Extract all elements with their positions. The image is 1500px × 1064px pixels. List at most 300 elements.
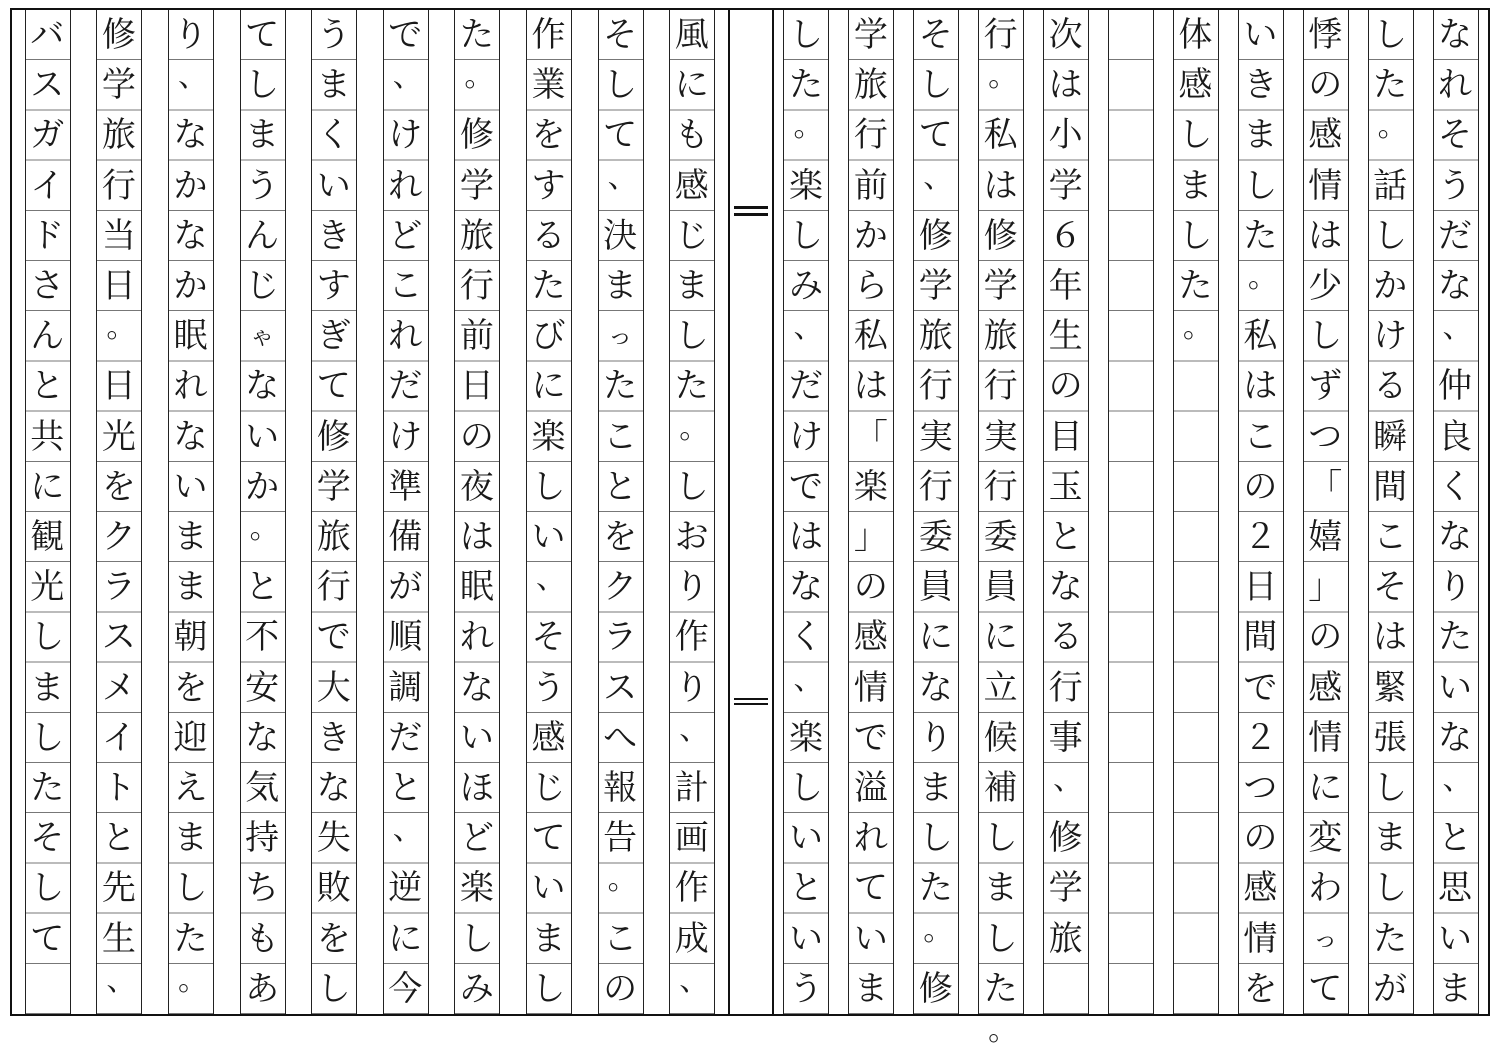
manuscript-cell: ま xyxy=(1243,115,1278,156)
manuscript-cell: き xyxy=(1243,65,1278,106)
manuscript-cell: 行 xyxy=(316,567,351,608)
manuscript-cell: 事 xyxy=(1048,717,1083,758)
manuscript-cell: 玉 xyxy=(1048,466,1083,507)
manuscript-cell: じ xyxy=(531,768,566,809)
manuscript-cell: 悸 xyxy=(1308,15,1343,56)
manuscript-cell: 。 xyxy=(607,862,638,898)
manuscript-cell: し xyxy=(983,818,1018,859)
manuscript-column xyxy=(978,10,1024,1048)
manuscript-cell: 目 xyxy=(1048,416,1083,457)
manuscript-cell: し xyxy=(788,15,823,56)
manuscript-cell: ま xyxy=(853,968,888,1009)
manuscript-cell: で xyxy=(388,15,423,56)
manuscript-cell: わ xyxy=(1308,868,1343,909)
manuscript-cell: は xyxy=(1308,215,1343,256)
manuscript-cell: り xyxy=(1438,567,1473,608)
manuscript-cell: と xyxy=(788,868,823,909)
manuscript-cell: じ xyxy=(245,266,280,307)
manuscript-cell: と xyxy=(101,818,136,859)
manuscript-cell: 。 xyxy=(1247,260,1278,295)
manuscript-cell: さ xyxy=(30,266,65,307)
manuscript-cell: た xyxy=(1373,65,1408,106)
manuscript-cell: て xyxy=(316,366,351,407)
manuscript-cell: か xyxy=(173,165,208,206)
manuscript-cell: 感 xyxy=(853,617,888,658)
manuscript-cell: を xyxy=(173,667,208,708)
manuscript-cell: た xyxy=(788,65,823,106)
manuscript-cell: び xyxy=(531,316,566,357)
manuscript-cell: こ xyxy=(603,416,638,457)
manuscript-cell: い xyxy=(316,165,351,206)
manuscript-cell: し xyxy=(30,868,65,909)
manuscript-cell: ど xyxy=(459,818,494,859)
manuscript-cell: 旅 xyxy=(316,517,351,558)
manuscript-cell: 、 xyxy=(793,310,824,346)
manuscript-cell: 安 xyxy=(245,667,280,708)
manuscript-cell: て xyxy=(918,115,953,156)
manuscript-cell: 、 xyxy=(392,812,423,848)
manuscript-cell: し xyxy=(173,868,208,909)
manuscript-cell: 順 xyxy=(388,617,423,658)
manuscript-cell: は xyxy=(1243,366,1278,407)
manuscript-cell: 情 xyxy=(1243,918,1278,959)
manuscript-column xyxy=(1303,10,1349,1014)
manuscript-cell: か xyxy=(173,266,208,307)
manuscript-cell: 日 xyxy=(101,366,136,407)
manuscript-cell: と xyxy=(1048,517,1083,558)
manuscript-cell: 。 xyxy=(988,59,1019,95)
manuscript-cell: 年 xyxy=(1048,266,1083,307)
manuscript-cell: 。 xyxy=(464,59,495,95)
manuscript-cell: 良 xyxy=(1438,416,1473,457)
manuscript-cell: 次 xyxy=(1048,15,1083,56)
manuscript-cell: な xyxy=(788,567,823,608)
manuscript-cell: 、 xyxy=(923,159,954,195)
manuscript-cell: た xyxy=(531,266,566,307)
manuscript-column xyxy=(25,10,71,1014)
manuscript-cell: し xyxy=(788,768,823,809)
manuscript-cell: っ xyxy=(608,322,633,351)
manuscript-cell: る xyxy=(1048,617,1083,658)
manuscript-cell: 学 xyxy=(918,266,953,307)
manuscript-cell: 、 xyxy=(793,661,824,697)
manuscript-cell: ま xyxy=(603,266,638,307)
manuscript-cell: 、 xyxy=(178,59,208,95)
manuscript-cell: 当 xyxy=(101,215,136,256)
manuscript-cell: 張 xyxy=(1373,717,1408,758)
manuscript-cell: ち xyxy=(245,868,280,909)
manuscript-cell: た xyxy=(1243,215,1278,256)
manuscript-cell: 」 xyxy=(853,517,888,558)
manuscript-cell: 光 xyxy=(30,567,65,608)
manuscript-cell: と xyxy=(603,466,638,507)
manuscript-cell: 計 xyxy=(674,768,709,809)
manuscript-cell: し xyxy=(245,65,280,106)
manuscript-column xyxy=(848,10,894,1014)
manuscript-cell: ほ xyxy=(459,768,494,809)
manuscript-cell: 。 xyxy=(178,962,208,998)
manuscript-cell: っ xyxy=(1313,924,1338,953)
manuscript-cell: 候 xyxy=(983,717,1018,758)
manuscript-cell: し xyxy=(1178,215,1213,256)
manuscript-cell: の xyxy=(1308,617,1343,658)
manuscript-cell: 旅 xyxy=(101,115,136,156)
manuscript-cell: メ xyxy=(101,667,136,708)
manuscript-cell: の xyxy=(1243,818,1278,859)
manuscript-cell: の xyxy=(853,567,888,608)
manuscript-cell: の xyxy=(459,416,494,457)
manuscript-cell: れ xyxy=(459,617,494,658)
manuscript-cell: 行 xyxy=(983,466,1018,507)
manuscript-cell: だ xyxy=(388,366,423,407)
manuscript-cell: ま xyxy=(1178,165,1213,206)
manuscript-cell: 私 xyxy=(1243,316,1278,357)
manuscript-cell: 「 xyxy=(853,416,888,457)
manuscript-cell: し xyxy=(918,65,953,106)
manuscript-cell: こ xyxy=(388,266,423,307)
manuscript-cell: し xyxy=(531,968,566,1009)
manuscript-cell: ま xyxy=(30,667,65,708)
manuscript-column xyxy=(383,10,429,1014)
manuscript-cell: い xyxy=(459,717,494,758)
manuscript-column xyxy=(311,10,357,1014)
manuscript-cell: ま xyxy=(1438,968,1473,1009)
manuscript-cell: 持 xyxy=(245,818,280,859)
manuscript-cell: つ xyxy=(1243,768,1278,809)
manuscript-cell: 。 xyxy=(923,912,954,948)
manuscript-cell: な xyxy=(245,366,280,407)
manuscript-column xyxy=(1043,10,1089,1014)
manuscript-column xyxy=(454,10,500,1014)
manuscript-cell: て xyxy=(853,868,888,909)
manuscript-column xyxy=(913,10,959,1014)
manuscript-cell: 情 xyxy=(1308,165,1343,206)
manuscript-cell: 修 xyxy=(1048,818,1083,859)
manuscript-cell: て xyxy=(245,15,280,56)
manuscript-cell: う xyxy=(316,15,351,56)
manuscript-cell: 画 xyxy=(674,818,709,859)
manuscript-cell: 。 xyxy=(988,1013,1019,1048)
right-manuscript-page xyxy=(772,8,1490,1048)
manuscript-cell: し xyxy=(788,215,823,256)
manuscript-cell: で xyxy=(1243,667,1278,708)
manuscript-cell: ト xyxy=(101,768,136,809)
manuscript-cell: そ xyxy=(603,15,638,56)
manuscript-cell: 楽 xyxy=(788,717,823,758)
manuscript-cell: 今 xyxy=(388,968,423,1009)
manuscript-cell: 」 xyxy=(1308,567,1343,608)
manuscript-cell: こ xyxy=(1243,416,1278,457)
manuscript-cell: 作 xyxy=(531,15,566,56)
manuscript-cell: 「 xyxy=(1308,466,1343,507)
manuscript-cell: は xyxy=(983,165,1018,206)
manuscript-cell: を xyxy=(531,115,566,156)
manuscript-cell: 夜 xyxy=(459,466,494,507)
manuscript-column xyxy=(526,10,572,1014)
manuscript-cell: 業 xyxy=(531,65,566,106)
manuscript-cell: 感 xyxy=(674,165,709,206)
manuscript-cell: し xyxy=(1308,316,1343,357)
manuscript-cell: こ xyxy=(603,918,638,959)
manuscript-cell: ん xyxy=(30,316,65,357)
manuscript-cell: た xyxy=(459,15,494,56)
manuscript-cell: 、 xyxy=(679,962,710,998)
manuscript-cell: い xyxy=(788,918,823,959)
manuscript-cell: も xyxy=(674,115,709,156)
manuscript-cell: は xyxy=(1048,65,1083,106)
manuscript-cell: て xyxy=(30,918,65,959)
manuscript-cell: バ xyxy=(30,15,65,56)
manuscript-cell: 。 xyxy=(1182,310,1213,346)
manuscript-cell: 員 xyxy=(918,567,953,608)
manuscript-cell: ６ xyxy=(1048,215,1083,256)
manuscript-cell: 観 xyxy=(30,517,65,558)
manuscript-cell: 体 xyxy=(1178,15,1213,56)
manuscript-cell: か xyxy=(853,215,888,256)
manuscript-cell: 眠 xyxy=(459,567,494,608)
manuscript-cell: し xyxy=(316,968,351,1009)
manuscript-cell: ２ xyxy=(1243,517,1278,558)
manuscript-cell: 学 xyxy=(1048,165,1083,206)
manuscript-cell: 実 xyxy=(983,416,1018,457)
manuscript-cell: 。 xyxy=(793,109,824,145)
manuscript-cell: 敗 xyxy=(316,868,351,909)
manuscript-cell: 修 xyxy=(316,416,351,457)
manuscript-cell: 変 xyxy=(1308,818,1343,859)
manuscript-cell: な xyxy=(1438,266,1473,307)
manuscript-cell: 風 xyxy=(674,15,709,56)
manuscript-cell: ま xyxy=(316,65,351,106)
manuscript-cell: ク xyxy=(101,517,136,558)
manuscript-cell: が xyxy=(388,567,423,608)
manuscript-cell: 感 xyxy=(1243,868,1278,909)
manuscript-cell: 、 xyxy=(1053,762,1084,797)
manuscript-column xyxy=(1238,10,1284,1014)
manuscript-cell: る xyxy=(531,215,566,256)
manuscript-cell: の xyxy=(1243,466,1278,507)
manuscript-cell: な xyxy=(918,667,953,708)
manuscript-cell: 楽 xyxy=(853,466,888,507)
manuscript-cell: な xyxy=(245,717,280,758)
manuscript-cell: け xyxy=(1373,316,1408,357)
manuscript-cell: 行 xyxy=(101,165,136,206)
manuscript-cell: あ xyxy=(245,968,280,1009)
manuscript-cell: を xyxy=(316,918,351,959)
manuscript-cell: 委 xyxy=(918,517,953,558)
manuscript-cell: 私 xyxy=(983,115,1018,156)
manuscript-cell: 生 xyxy=(1048,316,1083,357)
manuscript-cell: ま xyxy=(531,918,566,959)
manuscript-cell: て xyxy=(1308,968,1343,1009)
manuscript-column xyxy=(783,10,829,1014)
manuscript-cell: 作 xyxy=(674,617,709,658)
manuscript-cell: き xyxy=(316,717,351,758)
manuscript-cell: 朝 xyxy=(173,617,208,658)
manuscript-cell: ぎ xyxy=(316,316,351,357)
manuscript-cell: 感 xyxy=(1308,667,1343,708)
manuscript-cell: 修 xyxy=(918,215,953,256)
manuscript-cell: の xyxy=(1048,366,1083,407)
manuscript-cell: 決 xyxy=(603,215,638,256)
manuscript-cell: く xyxy=(1438,466,1473,507)
manuscript-cell: 、 xyxy=(106,962,137,998)
manuscript-cell: し xyxy=(603,65,638,106)
manuscript-cell: ま xyxy=(674,266,709,307)
manuscript-cell: 楽 xyxy=(531,416,566,457)
manuscript-cell: こ xyxy=(1373,517,1408,558)
manuscript-cell: 旅 xyxy=(983,316,1018,357)
manuscript-cell: い xyxy=(531,517,566,558)
manuscript-cell: 日 xyxy=(459,366,494,407)
manuscript-cell: 大 xyxy=(316,667,351,708)
manuscript-cell: れ xyxy=(388,165,423,206)
manuscript-cell: 生 xyxy=(101,918,136,959)
manuscript-cell: 。 xyxy=(1377,109,1408,145)
manuscript-cell: な xyxy=(173,115,208,156)
manuscript-cell: 報 xyxy=(603,768,638,809)
manuscript-cell: す xyxy=(531,165,566,206)
manuscript-cell: ま xyxy=(173,818,208,859)
manuscript-cell: 仲 xyxy=(1438,366,1473,407)
manuscript-cell: ま xyxy=(983,868,1018,909)
manuscript-cell: 光 xyxy=(101,416,136,457)
manuscript-cell: 修 xyxy=(983,215,1018,256)
manuscript-cell: 感 xyxy=(1178,65,1213,106)
manuscript-cell: い xyxy=(853,918,888,959)
manuscript-cell: れ xyxy=(388,316,423,357)
manuscript-cell: に xyxy=(1308,768,1343,809)
manuscript-cell: の xyxy=(1308,65,1343,106)
manuscript-cell: 行 xyxy=(983,366,1018,407)
manuscript-cell: く xyxy=(316,115,351,156)
manuscript-column xyxy=(669,10,715,1014)
manuscript-cell: 、 xyxy=(607,159,638,195)
manuscript-cell: ラ xyxy=(101,567,136,608)
manuscript-cell: て xyxy=(531,818,566,859)
manuscript-cell: 旅 xyxy=(918,316,953,357)
manuscript-cell: し xyxy=(1373,768,1408,809)
manuscript-cell: い xyxy=(1438,918,1473,959)
manuscript-cell: 、 xyxy=(536,561,566,597)
manuscript-cell: た xyxy=(1373,918,1408,959)
manuscript-cell: お xyxy=(674,517,709,558)
spine-top-mark xyxy=(734,206,768,220)
manuscript-cell: て xyxy=(603,115,638,156)
manuscript-cell: そ xyxy=(531,617,566,658)
manuscript-cell: た xyxy=(674,366,709,407)
manuscript-cell: 、 xyxy=(1442,762,1473,797)
manuscript-cell: イ xyxy=(101,717,136,758)
manuscript-cell: を xyxy=(101,466,136,507)
manuscript-cell: 、 xyxy=(392,59,423,95)
manuscript-cell: 間 xyxy=(1243,617,1278,658)
manuscript-cell: 準 xyxy=(388,466,423,507)
manuscript-cell: 告 xyxy=(603,818,638,859)
manuscript-cell: ゃ xyxy=(250,322,275,351)
manuscript-cell: な xyxy=(1438,717,1473,758)
manuscript-cell: う xyxy=(245,165,280,206)
manuscript-cell: ラ xyxy=(603,617,638,658)
manuscript-cell: 小 xyxy=(1048,115,1083,156)
manuscript-cell: 気 xyxy=(245,768,280,809)
manuscript-cell: み xyxy=(459,968,494,1009)
manuscript-cell: う xyxy=(531,667,566,708)
manuscript-cell: 員 xyxy=(983,567,1018,608)
manuscript-cell: 学 xyxy=(316,466,351,507)
manuscript-cell: う xyxy=(788,968,823,1009)
manuscript-cell: た xyxy=(918,868,953,909)
manuscript-cell: な xyxy=(1438,15,1473,56)
manuscript-cell: 情 xyxy=(853,667,888,708)
manuscript-cell: ら xyxy=(853,266,888,307)
manuscript-cell: 修 xyxy=(459,115,494,156)
manuscript-cell: に xyxy=(918,617,953,658)
manuscript-cell: た xyxy=(603,366,638,407)
manuscript-cell: 。 xyxy=(249,511,280,546)
manuscript-cell: イ xyxy=(30,165,65,206)
manuscript-cell: は xyxy=(853,366,888,407)
manuscript-cell: ど xyxy=(388,215,423,256)
manuscript-cell: 立 xyxy=(983,667,1018,708)
manuscript-cell: し xyxy=(1373,215,1408,256)
manuscript-cell: そ xyxy=(1438,115,1473,156)
manuscript-cell: 眠 xyxy=(173,316,208,357)
manuscript-cell: し xyxy=(1178,115,1213,156)
manuscript-cell: 実 xyxy=(918,416,953,457)
manuscript-cell: な xyxy=(316,768,351,809)
manuscript-cell: 旅 xyxy=(459,215,494,256)
manuscript-cell: し xyxy=(674,316,709,357)
manuscript-cell: だ xyxy=(788,366,823,407)
manuscript-cell: た xyxy=(1178,266,1213,307)
manuscript-cell: り xyxy=(173,15,208,56)
manuscript-cell: そ xyxy=(30,818,65,859)
manuscript-cell: 感 xyxy=(1308,115,1343,156)
manuscript-cell: ス xyxy=(101,617,136,658)
manuscript-cell: し xyxy=(30,717,65,758)
manuscript-cell: ま xyxy=(173,517,208,558)
manuscript-cell: 行 xyxy=(918,466,953,507)
manuscript-cell: に xyxy=(30,466,65,507)
manuscript-cell: 私 xyxy=(853,316,888,357)
manuscript-cell: ２ xyxy=(1243,717,1278,758)
manuscript-cell: し xyxy=(1243,165,1278,206)
manuscript-cell: が xyxy=(1373,968,1408,1009)
manuscript-cell: い xyxy=(245,416,280,457)
manuscript-cell: ガ xyxy=(30,115,65,156)
manuscript-cell: 話 xyxy=(1373,165,1408,206)
manuscript-cell: そ xyxy=(918,15,953,56)
manuscript-cell: ス xyxy=(603,667,638,708)
manuscript-cell: 成 xyxy=(674,918,709,959)
manuscript-cell: ク xyxy=(603,567,638,608)
manuscript-cell: し xyxy=(30,617,65,658)
manuscript-cell: ス xyxy=(30,65,65,106)
manuscript-cell: ん xyxy=(245,215,280,256)
manuscript-cell: じ xyxy=(674,215,709,256)
manuscript-cell: 補 xyxy=(983,768,1018,809)
manuscript-cell: 修 xyxy=(918,968,953,1009)
manuscript-cell: い xyxy=(531,868,566,909)
manuscript-cell: 日 xyxy=(1243,567,1278,608)
manuscript-cell: く xyxy=(788,617,823,658)
manuscript-cell: ま xyxy=(918,768,953,809)
manuscript-cell: み xyxy=(788,266,823,307)
manuscript-cell: と xyxy=(30,366,65,407)
manuscript-cell: 前 xyxy=(853,165,888,206)
manuscript-cell: は xyxy=(1373,617,1408,658)
manuscript-cell: う xyxy=(1438,165,1473,206)
